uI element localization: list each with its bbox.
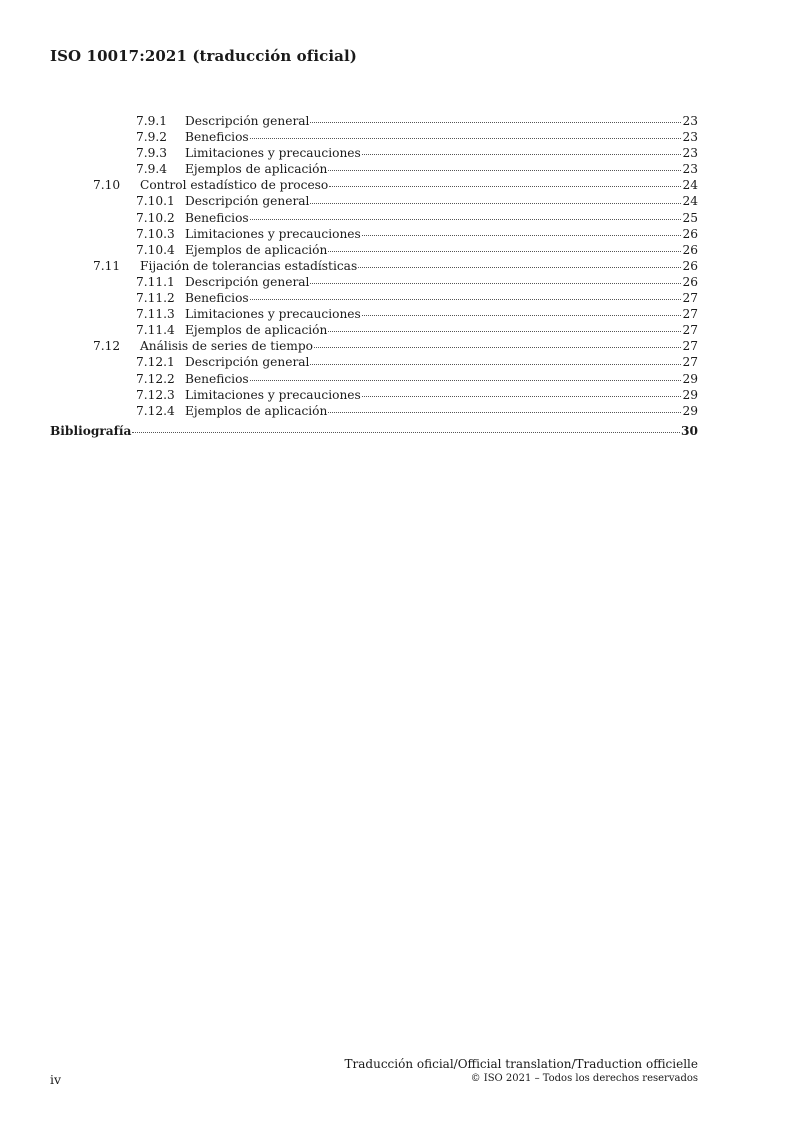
toc-entry-page: 27 — [682, 291, 698, 306]
toc-entry-page: 27 — [682, 307, 698, 322]
toc-entry-number: 7.12.2 — [136, 371, 175, 386]
toc-entry-page: 27 — [682, 355, 698, 370]
toc-entry-number: 7.12.3 — [136, 387, 175, 402]
toc-entry-title: Beneficios — [185, 371, 249, 386]
toc-dot-leader — [362, 234, 682, 236]
toc-entry-number: 7.10.4 — [136, 242, 175, 257]
page-header-title: ISO 10017:2021 (traducción oficial) — [50, 47, 357, 65]
toc-entry-7-9-3[interactable] — [50, 145, 698, 161]
toc-entry-number: 7.11.2 — [136, 291, 175, 306]
footer-copyright-line: © ISO 2021 – Todos los derechos reservados — [470, 1073, 698, 1084]
toc-entry-page: 29 — [682, 371, 698, 386]
toc-entry-title: Descripción general — [185, 194, 310, 209]
toc-entry-7-11-3[interactable] — [50, 306, 698, 322]
toc-entry-title: Descripción general — [185, 274, 310, 289]
toc-entry-title: Bibliografía — [50, 423, 132, 438]
toc-entry-7-11-4[interactable] — [50, 322, 698, 338]
toc-dot-leader — [328, 169, 681, 171]
toc-entry-7-11[interactable] — [50, 258, 698, 274]
toc-dot-leader — [328, 250, 681, 252]
toc-entry-7-12[interactable] — [50, 338, 698, 354]
toc-entry-7-9-1[interactable] — [50, 113, 698, 129]
toc-entry-page: 26 — [682, 226, 698, 241]
toc-entry-number: 7.12.1 — [136, 355, 175, 370]
toc-entry-7-12-1[interactable] — [50, 354, 698, 370]
toc-entry-7-10-1[interactable] — [50, 193, 698, 209]
toc-entry-page: 30 — [681, 423, 698, 438]
toc-entry-number: 7.9.1 — [136, 114, 168, 128]
toc-entry-number: 7.11 — [93, 258, 121, 273]
toc-entry-title: Descripción general — [185, 114, 310, 128]
toc-entry-number: 7.10 — [93, 178, 121, 193]
toc-entry-title: Beneficios — [185, 291, 249, 306]
toc-entry-title: Fijación de tolerancias estadísticas — [140, 258, 358, 273]
toc-entry-title: Ejemplos de aplicación — [185, 403, 328, 418]
footer-page-number: iv — [50, 1072, 62, 1087]
toc-entry-title: Control estadístico de proceso — [140, 178, 329, 193]
toc-entry-page: 27 — [682, 339, 698, 354]
toc-dot-leader — [310, 282, 681, 284]
toc-entry-7-12-4[interactable] — [50, 403, 698, 419]
toc-dot-leader — [328, 411, 681, 413]
toc-entry-7-11-1[interactable] — [50, 274, 698, 290]
toc-dot-leader — [358, 266, 681, 268]
toc-entry-title: Beneficios — [185, 210, 249, 225]
toc-entry-7-12-3[interactable] — [50, 387, 698, 403]
toc-entry-title: Limitaciones y precauciones — [185, 387, 361, 402]
toc-entry-page: 23 — [682, 130, 698, 145]
toc-entry-page: 29 — [682, 403, 698, 418]
toc-dot-leader — [329, 185, 681, 187]
toc-entry-number: 7.12 — [93, 339, 121, 354]
toc-entry-number: 7.12.4 — [136, 403, 175, 418]
toc-dot-leader — [362, 395, 682, 397]
toc-entry-number: 7.9.4 — [136, 162, 168, 177]
toc-entry-title: Ejemplos de aplicación — [185, 242, 328, 257]
toc-dot-leader — [132, 431, 680, 433]
toc-entry-page: 26 — [682, 274, 698, 289]
footer-notice — [345, 1056, 698, 1086]
footer-translation-line: Traducción oficial/Official translation/Traduction officielle — [344, 1057, 698, 1071]
toc-entry-number: 7.11.4 — [136, 323, 175, 338]
toc-entry-number: 7.10.1 — [136, 194, 175, 209]
toc-entry-7-10-4[interactable] — [50, 242, 698, 258]
toc-entry-page: 26 — [682, 242, 698, 257]
toc-entry-page: 24 — [682, 194, 698, 209]
toc-dot-leader — [250, 379, 682, 381]
toc-entry-title: Limitaciones y precauciones — [185, 146, 361, 161]
toc-entry-title: Limitaciones y precauciones — [185, 226, 361, 241]
toc-dot-leader — [362, 153, 682, 155]
toc-dot-leader — [310, 121, 681, 123]
toc-entry-number: 7.9.3 — [136, 146, 168, 161]
toc-entry-7-9-2[interactable] — [50, 129, 698, 145]
toc-entry-7-11-2[interactable] — [50, 290, 698, 306]
toc-dot-leader — [310, 202, 681, 204]
toc-dot-leader — [362, 314, 682, 316]
toc-entry-number: 7.10.2 — [136, 210, 175, 225]
toc-entry-title: Beneficios — [185, 130, 249, 145]
toc-entry-title: Ejemplos de aplicación — [185, 162, 328, 177]
toc-entry-7-10-3[interactable] — [50, 226, 698, 242]
toc-entry-page: 25 — [682, 210, 698, 225]
toc-entry-7-10-2[interactable] — [50, 210, 698, 226]
toc-entry-page: 26 — [682, 258, 698, 273]
toc-entry-page: 27 — [682, 323, 698, 338]
toc-entry-7-10[interactable] — [50, 177, 698, 193]
toc-entry-title: Limitaciones y precauciones — [185, 307, 361, 322]
toc-entry-page: 23 — [682, 162, 698, 177]
toc-entry-number: 7.10.3 — [136, 226, 175, 241]
toc-entry-page: 24 — [682, 178, 698, 193]
toc-dot-leader — [250, 137, 682, 139]
toc-dot-leader — [310, 363, 681, 365]
toc-dot-leader — [250, 218, 682, 220]
toc-entry-7-9-4[interactable] — [50, 161, 698, 177]
toc-entry-page: 29 — [682, 387, 698, 402]
toc-entry-number: 7.11.1 — [136, 274, 175, 289]
toc-entry-title: Descripción general — [185, 355, 310, 370]
toc-entry-page: 23 — [682, 114, 698, 128]
toc-entry-number: 7.11.3 — [136, 307, 175, 322]
toc-entry-bibliografia[interactable] — [50, 423, 698, 439]
toc-entry-number: 7.9.2 — [136, 130, 168, 145]
table-of-contents — [50, 113, 698, 439]
toc-entry-7-12-2[interactable] — [50, 371, 698, 387]
toc-entry-page: 23 — [682, 146, 698, 161]
toc-entry-title: Análisis de series de tiempo — [140, 339, 314, 354]
toc-dot-leader — [250, 298, 682, 300]
toc-entry-title: Ejemplos de aplicación — [185, 323, 328, 338]
toc-dot-leader — [328, 330, 681, 332]
toc-dot-leader — [314, 346, 681, 348]
